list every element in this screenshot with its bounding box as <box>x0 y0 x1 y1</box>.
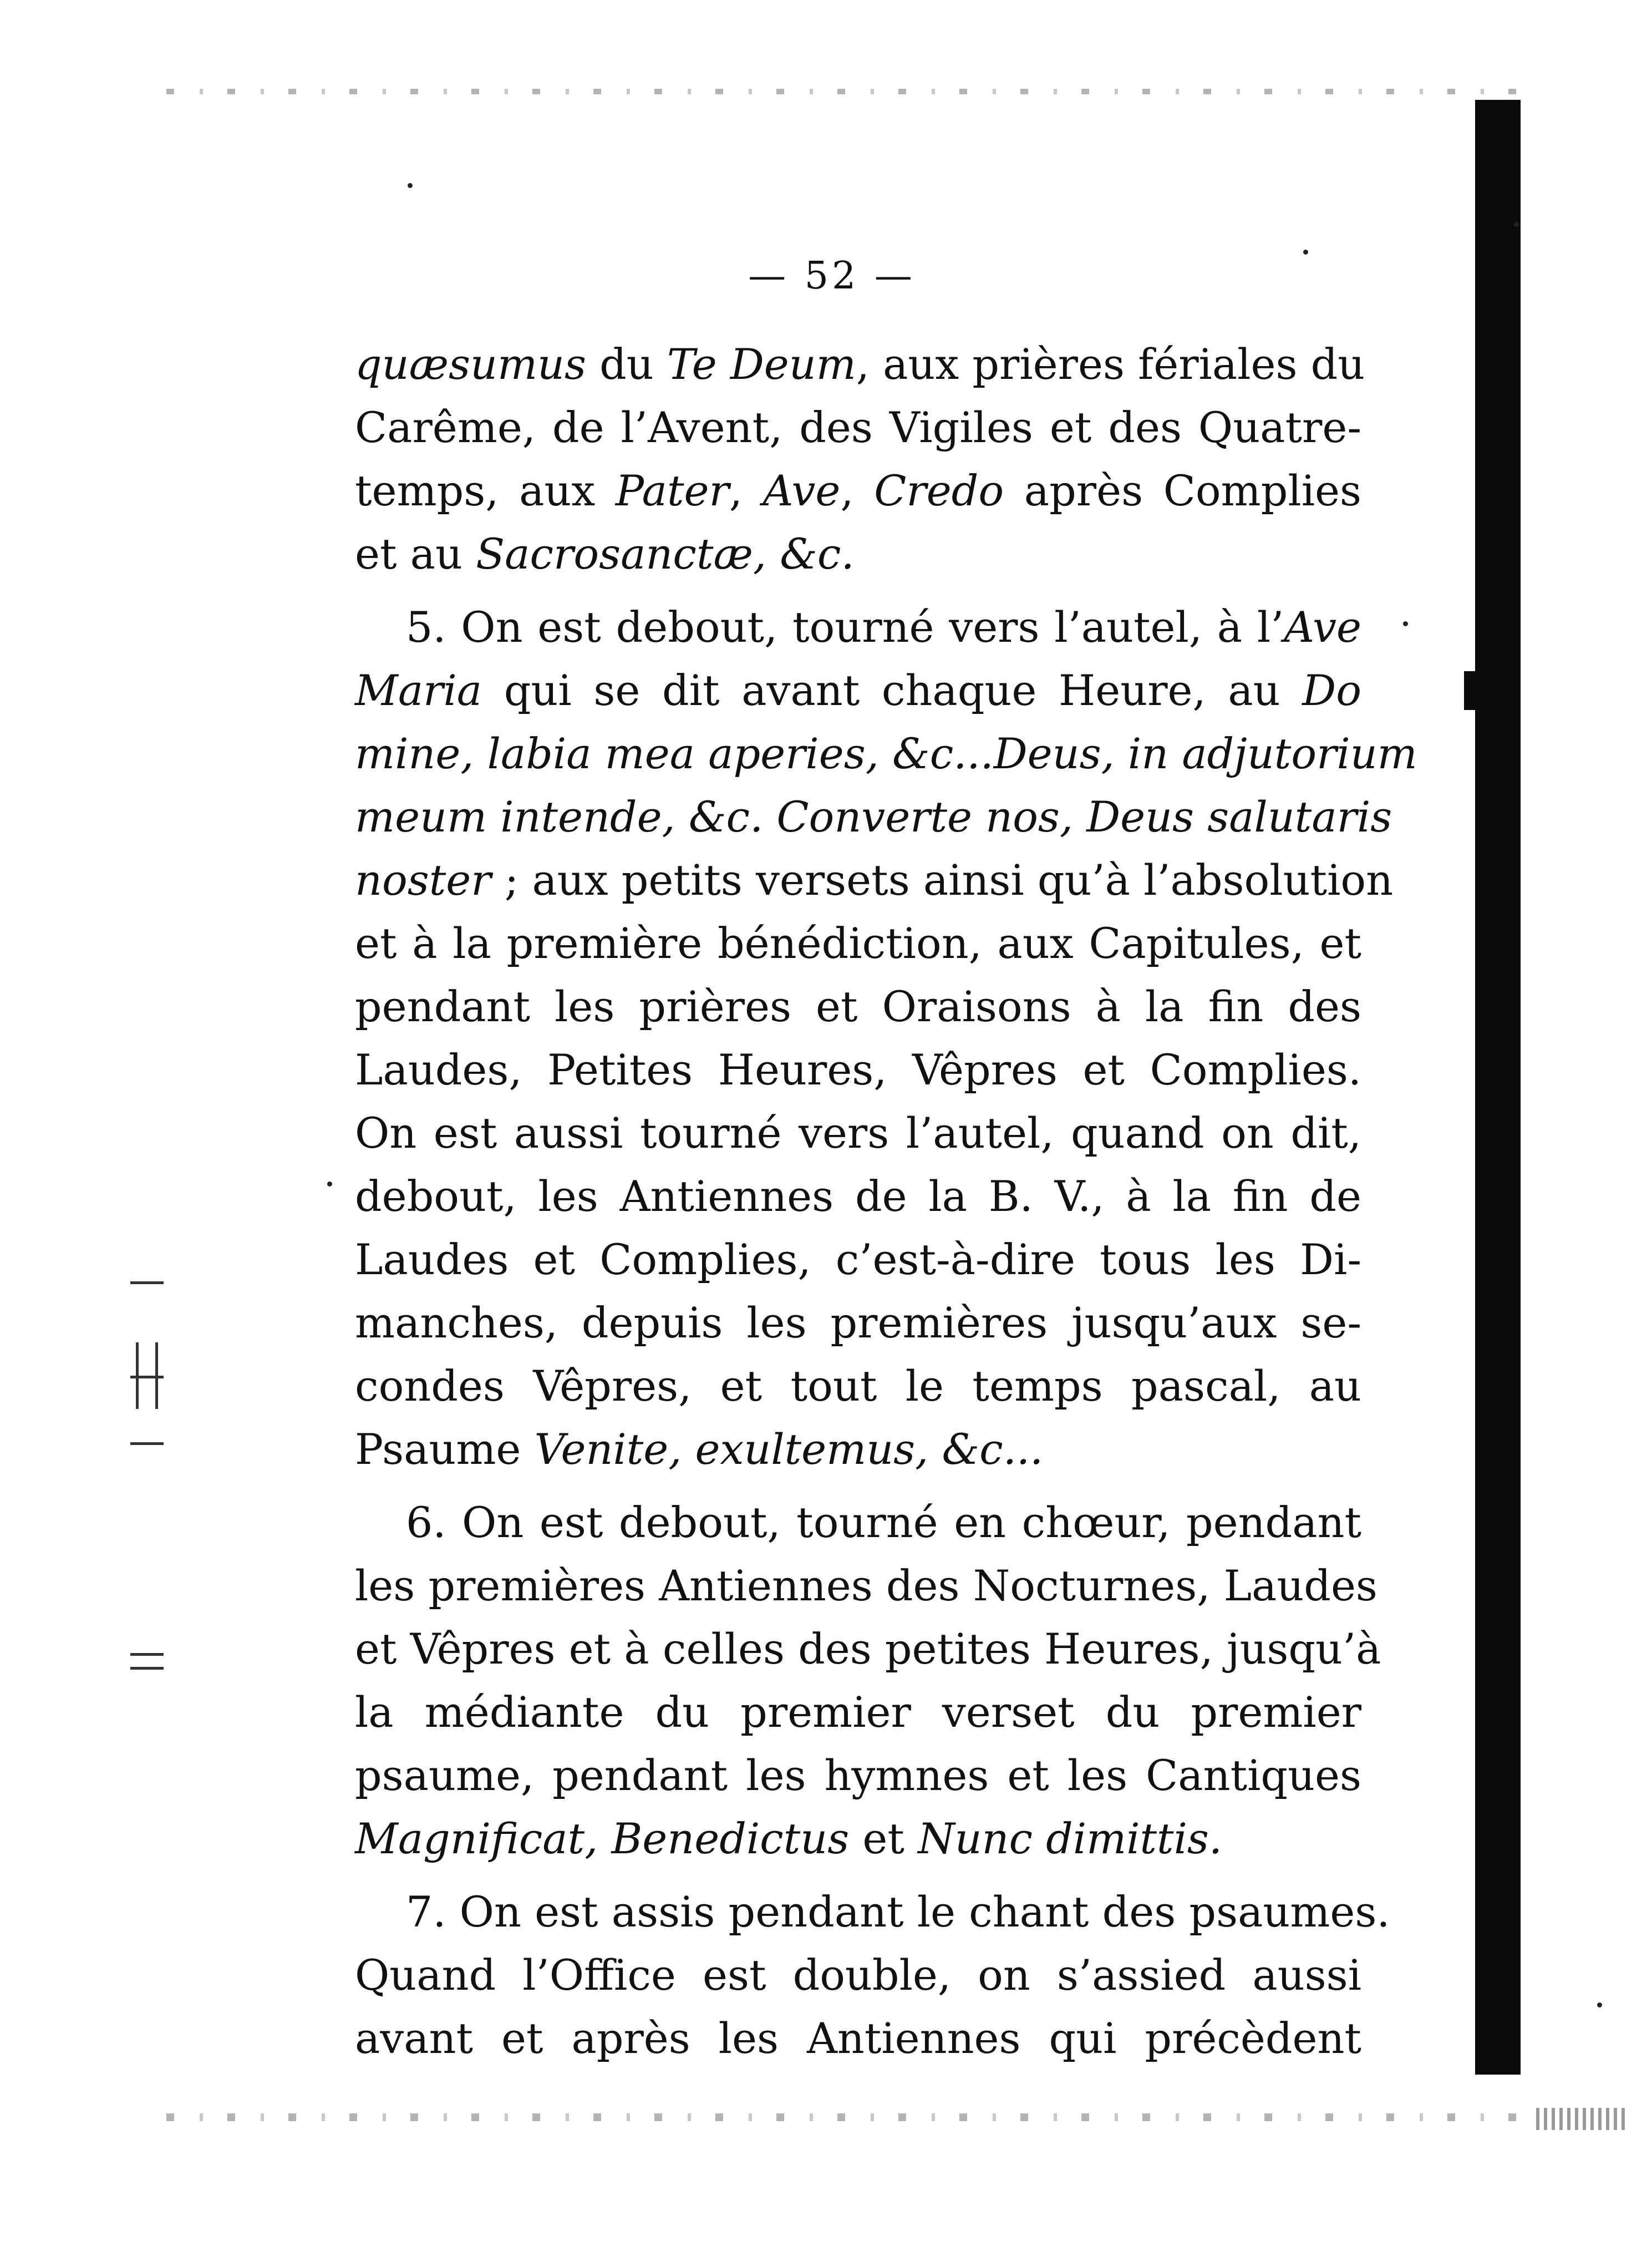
text-line: avant et après les Antiennes qui précèdent <box>355 2014 1361 2063</box>
text-line: quæsumus du Te Deum, aux prières fériales du <box>355 339 1365 389</box>
text-line: 6. On est debout, tourné en chœur, pendant <box>406 1498 1361 1547</box>
text-line: condes Vêpres, et tout le temps pascal, au <box>355 1361 1361 1411</box>
text-line: et Vêpres et à celles des petites Heures, jusqu’à <box>355 1624 1381 1674</box>
text-line: temps, aux Pater, Ave, Credo après Complies <box>355 466 1361 515</box>
text-line: pendant les prières et Oraisons à la fin des <box>355 982 1361 1031</box>
text-line: Laudes et Complies, c’est-à-dire tous les Di- <box>355 1235 1361 1284</box>
scan-edge-shadow <box>1475 100 1521 2075</box>
text-line: On est aussi tourné vers l’autel, quand on dit, <box>355 1108 1361 1158</box>
scan-edge-notch <box>1464 671 1486 710</box>
text-line: Maria qui se dit avant chaque Heure, au Do <box>355 666 1361 715</box>
margin-marks <box>125 1265 175 1675</box>
scan-noise-bottom <box>166 2113 1542 2121</box>
text-line: 5. On est debout, tourné vers l’autel, à l’Ave <box>406 602 1361 652</box>
continuation-paragraph <box>355 333 1365 586</box>
text-line: psaume, pendant les hymnes et les Cantiques <box>355 1751 1361 1800</box>
text-line: Magnificat, Benedictus et Nunc dimittis. <box>355 1814 1223 1863</box>
paragraph-7 <box>355 1880 1390 2070</box>
text-line: meum intende, &c. Converte nos, Deus salutaris <box>355 792 1392 841</box>
text-line: Carême, de l’Avent, des Vigiles et des Quatre- <box>355 403 1361 452</box>
text-line: Quand l’Office est double, on s’assied aussi <box>355 1950 1361 2000</box>
text-line: 7. On est assis pendant le chant des psaumes. <box>406 1887 1390 1936</box>
text-line: les premières Antiennes des Nocturnes, Laudes <box>355 1561 1377 1610</box>
body-text <box>355 333 1417 2070</box>
paragraph-6 <box>355 1491 1381 1870</box>
text-line: et à la première bénédiction, aux Capitules, et <box>355 919 1361 968</box>
text-line: et au Sacrosanctæ, &c. <box>355 529 855 579</box>
text-line: mine, labia mea aperies, &c...Deus, in adjutorium <box>355 729 1417 778</box>
text-line: debout, les Antiennes de la B. V., à la fin de <box>355 1172 1361 1221</box>
scan-noise-corner <box>1536 2108 1625 2130</box>
scan-noise-top <box>166 89 1542 94</box>
text-line: Laudes, Petites Heures, Vêpres et Complies. <box>355 1045 1361 1094</box>
text-line: noster ; aux petits versets ainsi qu’à l’absolution <box>355 855 1394 905</box>
text-line: Psaume Venite, exultemus, &c... <box>355 1424 1044 1474</box>
text-line: manches, depuis les premières jusqu’aux se- <box>355 1298 1361 1347</box>
text-line: la médiante du premier verset du premier <box>355 1687 1361 1737</box>
page-number: — 52 — <box>748 254 916 298</box>
paragraph-5 <box>355 596 1417 1481</box>
